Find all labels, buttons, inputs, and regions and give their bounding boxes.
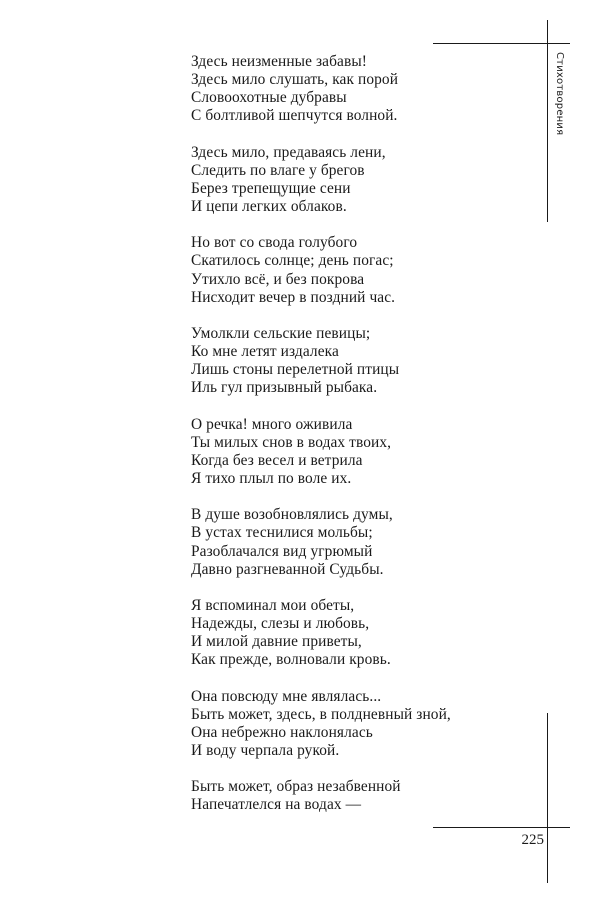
poem-line: Она повсюду мне являлась...: [191, 687, 382, 705]
poem-line: С болтливой шепчутся волной.: [191, 107, 398, 125]
poem-line: Здесь неизменные забавы!: [191, 53, 368, 70]
poem-line: Давно разгневанной Судьбы.: [191, 560, 384, 578]
stanza: [191, 144, 521, 216]
poem-line: Ты милых снов в водах твоих,: [191, 433, 392, 451]
poem-body: [191, 53, 521, 833]
poem-line: Но вот со свода голубого: [191, 234, 358, 252]
vertical-rule-top: [547, 20, 548, 222]
page-number: 225: [521, 832, 544, 848]
poem-line: О речка! много оживила: [191, 415, 353, 433]
poem-line: Она небрежно наклонялась: [191, 723, 373, 741]
stanza: [191, 325, 521, 397]
stanza: [191, 416, 521, 488]
poem-line: Быть может, образ незабвенной: [191, 778, 401, 796]
poem-line: Берез трепещущие сени: [191, 179, 351, 197]
poem-line: Ко мне летят издалека: [191, 343, 339, 361]
poem-line: Я тихо плыл по воле их.: [191, 469, 352, 487]
horizontal-rule-bottom: [433, 827, 570, 828]
poem-line: Как прежде, волновали кровь.: [191, 651, 391, 669]
poem-line: Здесь мило слушать, как порой: [191, 71, 399, 89]
poem-line: Я вспоминал мои обеты,: [191, 597, 355, 615]
poem-line: Лишь стоны перелетной птицы: [191, 361, 400, 379]
stanza: [191, 778, 521, 814]
poem-line: Скатилось солнце; день погас;: [191, 252, 394, 270]
section-label: Стихотворения: [554, 52, 565, 136]
poem-line: В устах теснилися мольбы;: [191, 524, 373, 542]
stanza: [191, 234, 521, 306]
poem-line: Утихло всё, и без покрова: [191, 270, 365, 288]
poem-line: В душе возобновлялись думы,: [191, 506, 393, 524]
poem-line: Когда без весел и ветрила: [191, 451, 363, 469]
vertical-rule-bottom: [547, 713, 548, 883]
poem-line: Словоохотные дубравы: [191, 89, 347, 107]
poem-line: Надежды, слезы и любовь,: [191, 615, 370, 633]
poem-line: И цепи легких облаков.: [191, 197, 347, 215]
poem-line: Напечатлелся на водах —: [191, 796, 362, 814]
stanza: [191, 688, 521, 760]
poem-line: И милой давние приветы,: [191, 633, 362, 651]
stanza: [191, 506, 521, 578]
poem-line: Быть может, здесь, в полдневный зной,: [191, 705, 451, 723]
stanza: [191, 597, 521, 669]
poem-line: Умолкли сельские певицы;: [191, 325, 371, 343]
poem-line: Иль гул призывный рыбака.: [191, 379, 378, 397]
poem-line: Нисходит вечер в поздний час.: [191, 288, 396, 306]
poem-line: Разоблачался вид угрюмый: [191, 542, 373, 560]
horizontal-rule-top: [433, 43, 570, 44]
poem-line: И воду черпала рукой.: [191, 741, 340, 759]
poem-line: Следить по влаге у брегов: [191, 161, 365, 179]
poem-line: Здесь мило, предаваясь лени,: [191, 143, 386, 161]
stanza: [191, 53, 521, 125]
